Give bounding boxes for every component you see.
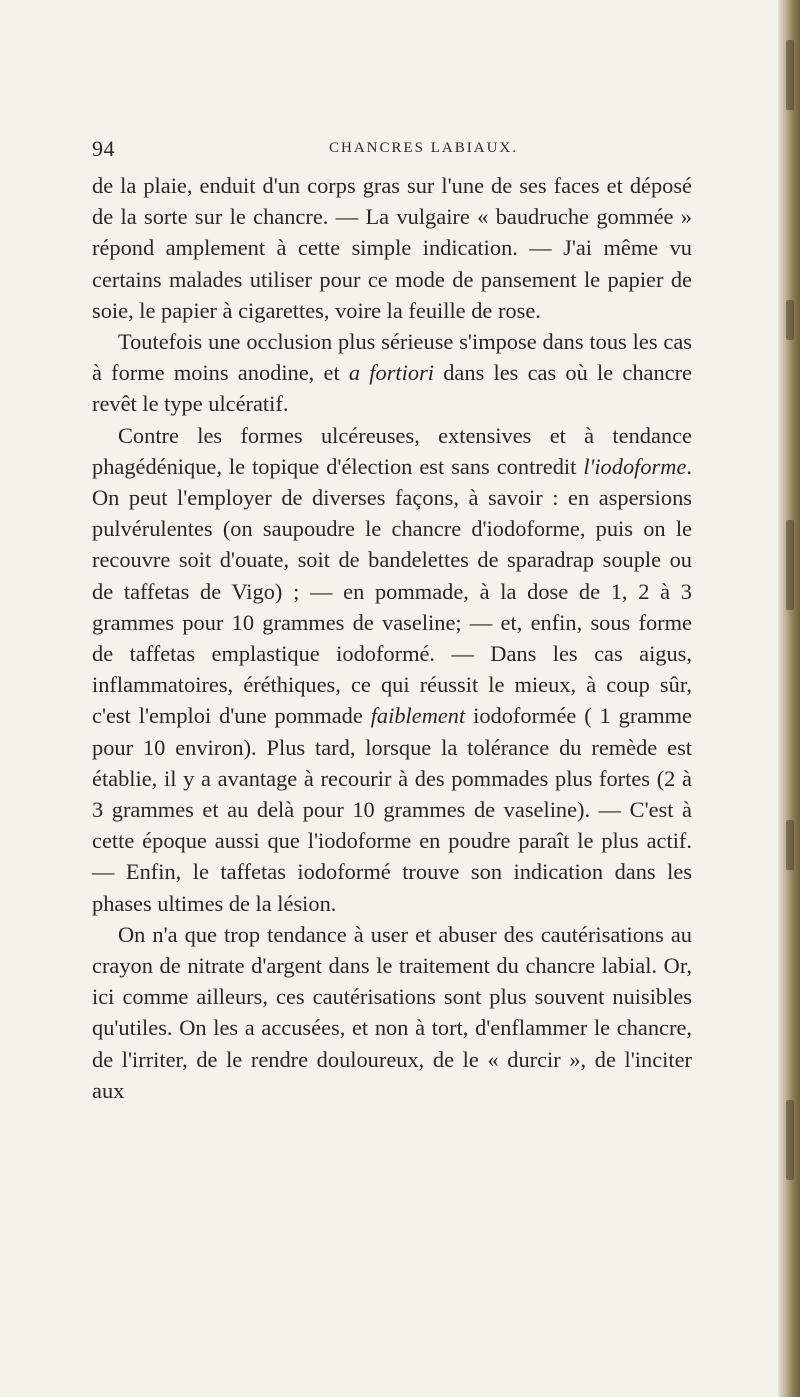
edge-mark [786, 520, 794, 610]
text-run: Contre les formes ulcéreuses, extensives et à tendance phagédénique, le topique d'élection est sans contredit [92, 422, 692, 479]
text-run: Toutefois une occlusion plus sérieuse s'impose dans tous les cas à forme moins anodine, et [92, 329, 692, 386]
text-run: iodoformée ( 1 gramme pour 10 environ). Plus tard, lorsque la tolérance du remède est établie, il y a avantage à recourir à des pommades plus fortes (2 à 3 grammes et au delà pour 10 grammes de vaseline). — C'est à cette époque aussi que l'iodoforme en poudre paraît le plus actif. — Enfin, le taffetas iodoformé trouve son indication dans les phases ultimes de la lésion. [92, 703, 692, 916]
edge-mark [786, 300, 794, 340]
text-run: dans les cas où le chancre revêt le type ulcératif. [92, 360, 692, 417]
page-edge-shadow [778, 0, 800, 1397]
text-run: de la plaie, enduit d'un corps gras sur l'une de ses faces et déposé de la sorte sur le chancre. — La vulgaire « baudruche gommée » répond amplement à cette simple indication. — J'ai même vu certains malades utiliser pour ce mode de pansement le papier de soie, le papier à cigarettes, voire la feuille de rose. [92, 173, 692, 323]
edge-mark [786, 820, 794, 870]
paragraph-2 [92, 326, 692, 420]
body-text [92, 170, 692, 1106]
text-run: On n'a que trop tendance à user et abuser des cautérisations au crayon de nitrate d'argent dans le traitement du chancre labial. Or, ici comme ailleurs, ces cautérisations sont plus souvent nuisibles qu'utiles. On les a accusées, et non à tort, d'enflammer le chancre, de l'irriter, de le rendre douloureux, de le « durcir », de l'inciter aux [92, 921, 692, 1103]
running-title: CHANCRES LABIAUX. [329, 140, 519, 156]
paragraph-1 [92, 170, 692, 326]
page-header [92, 136, 692, 162]
paragraph-4 [92, 919, 692, 1106]
edge-mark [786, 40, 794, 110]
italic-term: faiblement [370, 703, 466, 729]
paragraph-3 [92, 420, 692, 919]
text-run: . On peut l'employer de diverses façons, à savoir : en aspersions pulvérulentes (on saupoudre le chancre d'iodoforme, puis on le recouvre soit d'ouate, soit de bandelettes de sparadrap souple ou de taffetas de Vigo) ; — en pommade, à la dose de 1, 2 à 3 grammes pour 10 grammes de vaseline; — et, enfin, sous forme de taffetas emplastique iodoformé. — Dans les cas aigus, inflammatoires, éréthiques, ce qui réussit le mieux, à coup sûr, c'est l'emploi d'une pommade [92, 453, 692, 729]
italic-term: a fortiori [348, 360, 435, 386]
italic-term: l'iodoforme [583, 453, 687, 479]
page-number: 94 [92, 136, 115, 161]
edge-mark [786, 1100, 794, 1180]
